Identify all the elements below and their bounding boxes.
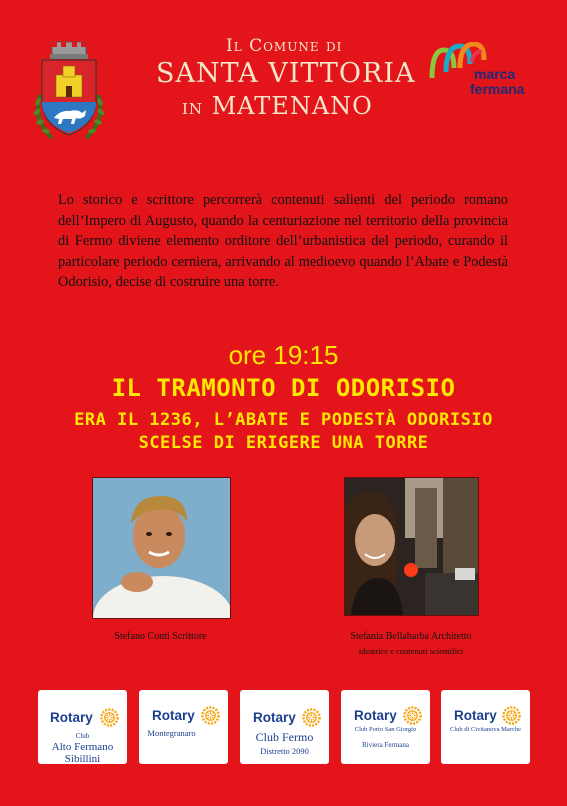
card-line-2: Alto Fermano [51, 741, 114, 753]
rotary-wordmark: Rotary [354, 708, 397, 723]
sponsor-card-porto-san-giorgio [341, 690, 430, 764]
rotary-wheel-icon [502, 706, 521, 725]
logo-text-marca: marca [474, 66, 516, 82]
speaker-photo-stefano-conti [92, 477, 231, 619]
card-line-3: Sibillini [64, 753, 101, 765]
card-line-2: Riviera Fermana [362, 741, 409, 749]
title-line-2: SANTA VITTORIA [156, 58, 416, 89]
rotary-wheel-icon [302, 708, 321, 727]
sponsor-card-fermo [240, 690, 329, 764]
coat-of-arms [30, 40, 108, 145]
speaker-caption-2: Stefania Bellabarba Architetto [350, 631, 472, 642]
rotary-wheel-icon [403, 706, 422, 725]
rotary-wheel-icon [100, 708, 119, 727]
title-line-3-prefix: IN [182, 100, 204, 118]
event-subtitle-line-1: ERA IL 1236, L’ABATE E PODESTÀ ODORISIO [74, 410, 493, 430]
event-time: ore 19:15 [228, 340, 339, 370]
card-line-1: Club [75, 732, 90, 740]
title-line-1: Il Comune di [226, 36, 343, 56]
speaker-role-2: ideatrice e contenuti scientifici [358, 646, 464, 656]
sponsor-card-montegranaro [139, 690, 228, 764]
logo-text-fermana: fermana [470, 81, 525, 97]
rotary-wordmark: Rotary [50, 710, 93, 725]
speaker-caption-1: Stefano Conti Scrittore [114, 631, 207, 642]
rotary-wordmark: Rotary [454, 708, 497, 723]
card-line-1: Club Porto San Giorgio [354, 726, 417, 733]
card-line-2: Distretto 2090 [260, 746, 309, 756]
title-line-3-main: MATENANO [211, 92, 373, 120]
title-line-3 [182, 92, 373, 120]
event-title: IL TRAMONTO DI ODORISIO [111, 374, 456, 402]
card-line-1: Montegranaro [147, 728, 196, 738]
speaker-photo-stefania-bellabarba [344, 477, 479, 616]
intro-paragraph: Lo storico e scrittore percorrerà contenuti salienti del periodo romano dell’Impero di Augusto, quando la centuriazione nel territorio della provincia di Fermo diviene elemento orditore dell’urbanistica del periodo, curando il particolare periodo cerniera, arrivando al medioevo quando l’Abate e Podestà Odorisio, decise di costruire una torre. [58, 192, 508, 290]
card-line-1: Club di Civitanova Marche [450, 726, 521, 733]
rotary-wordmark: Rotary [152, 708, 195, 723]
marca-fermana-logo [428, 42, 538, 98]
rotary-wordmark: Rotary [253, 710, 296, 725]
sponsor-card-civitanova [441, 690, 530, 764]
sponsor-card-alto-fermano [38, 690, 127, 764]
event-subtitle-line-2: SCELSE DI ERIGERE UNA TORRE [138, 433, 429, 453]
card-line-1: Club Fermo [255, 730, 314, 744]
rotary-wheel-icon [201, 706, 220, 725]
